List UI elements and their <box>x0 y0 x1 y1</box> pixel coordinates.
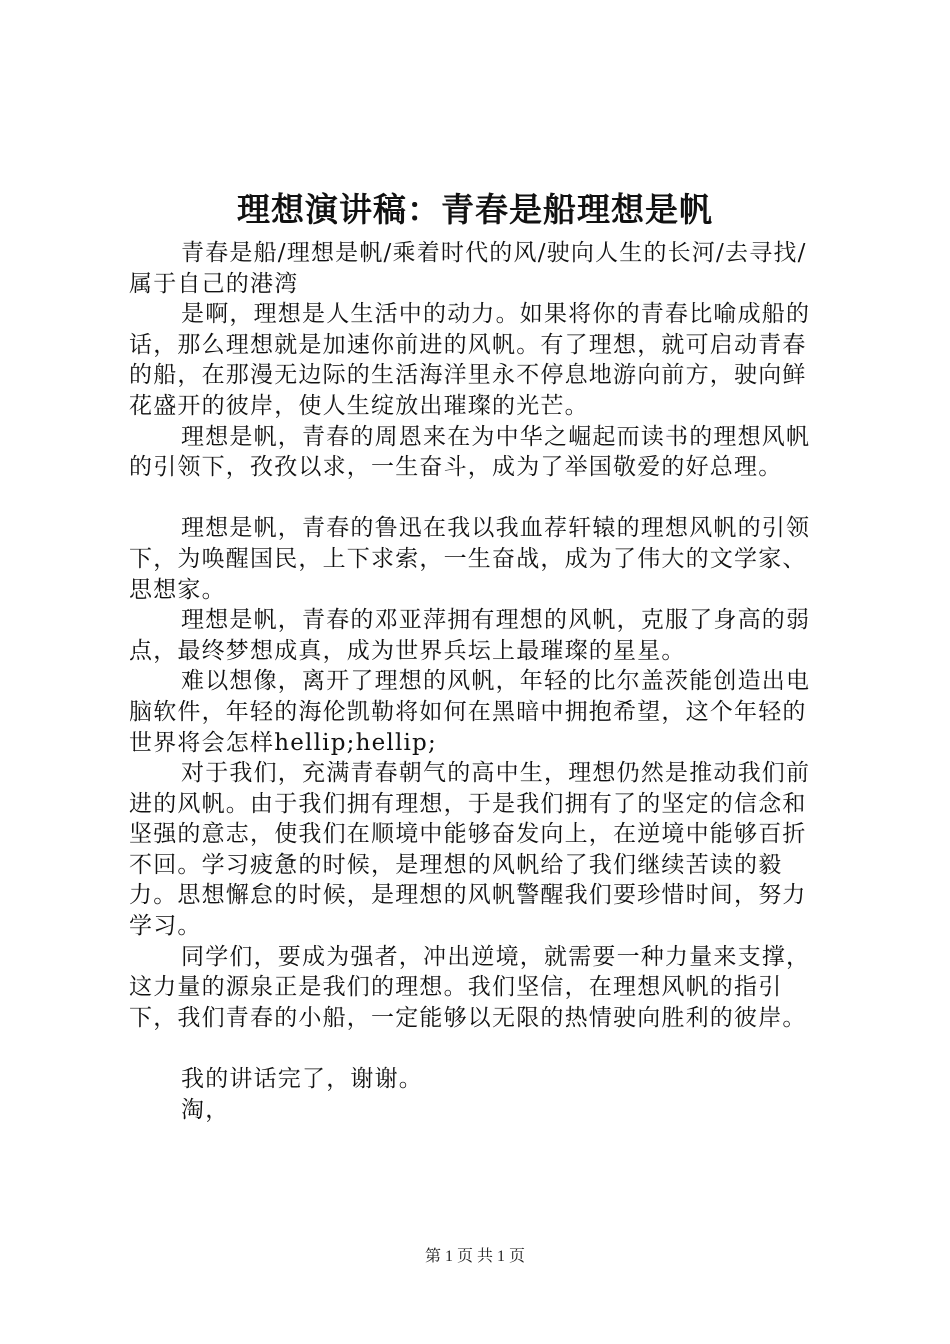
paragraph-trailing: 淘， <box>181 1096 230 1123</box>
paragraph-ideal-as-power: 是啊，理想是人生活中的动力。如果将你的青春比喻成船的话，那么理想就是加速你前进的风帆。有了理想，就可启动青春的船，在那漫无边际的生活海洋里永不停息地游向前方，驶向鲜花盛开的彼岸，使人生绽放出璀璨的光芒。 <box>129 301 811 419</box>
page-number-footer: 第 1 页 共 1 页 <box>424 1248 525 1265</box>
paragraph-spacer <box>129 483 829 514</box>
paragraph-poem: 青春是船/理想是帆/乘着时代的风/驶向人生的长河/去寻找/属于自己的港湾 <box>129 240 807 297</box>
paragraph-without-ideals: 难以想像，离开了理想的风帆，年轻的比尔盖茨能创造出电脑软件，年轻的海伦凯勒将如何在黑暗中拥抱希望，这个年轻的世界将会怎样hellip;hellip; <box>129 668 811 756</box>
paragraph-lu-xun: 理想是帆，青春的鲁迅在我以我血荐轩辕的理想风帆的引领下，为唤醒国民，上下求索，一生奋战，成为了伟大的文学家、思想家。 <box>129 515 811 603</box>
paragraph-zhou-enlai: 理想是帆，青春的周恩来在为中华之崛起而读书的理想风帆的引领下，孜孜以求，一生奋斗，成为了举国敬爱的好总理。 <box>129 423 811 481</box>
document-title: 理想演讲稿：青春是船理想是帆 <box>237 190 713 229</box>
document-body <box>129 238 829 1125</box>
paragraph-spacer <box>129 1033 829 1064</box>
paragraph-classmates: 同学们，要成为强者，冲出逆境，就需要一种力量来支撑，这力量的源泉正是我们的理想。我们坚信，在理想风帆的指引下，我们青春的小船，一定能够以无限的热情驶向胜利的彼岸。 <box>129 943 811 1031</box>
paragraph-closing: 我的讲话完了，谢谢。 <box>181 1066 423 1093</box>
paragraph-deng-yaping: 理想是帆，青春的邓亚萍拥有理想的风帆，克服了身高的弱点，最终梦想成真，成为世界兵坛上最璀璨的星星。 <box>129 607 811 664</box>
paragraph-for-us: 对于我们，充满青春朝气的高中生，理想仍然是推动我们前进的风帆。由于我们拥有理想，于是我们拥有了的坚定的信念和坚强的意志，使我们在顺境中能够奋发向上，在逆境中能够百折不回。学习疲惫的时候，是理想的风帆给了我们继续苦读的毅力。思想懈怠的时候，是理想的风帆警醒我们要珍惜时间，努力学习。 <box>129 760 811 940</box>
